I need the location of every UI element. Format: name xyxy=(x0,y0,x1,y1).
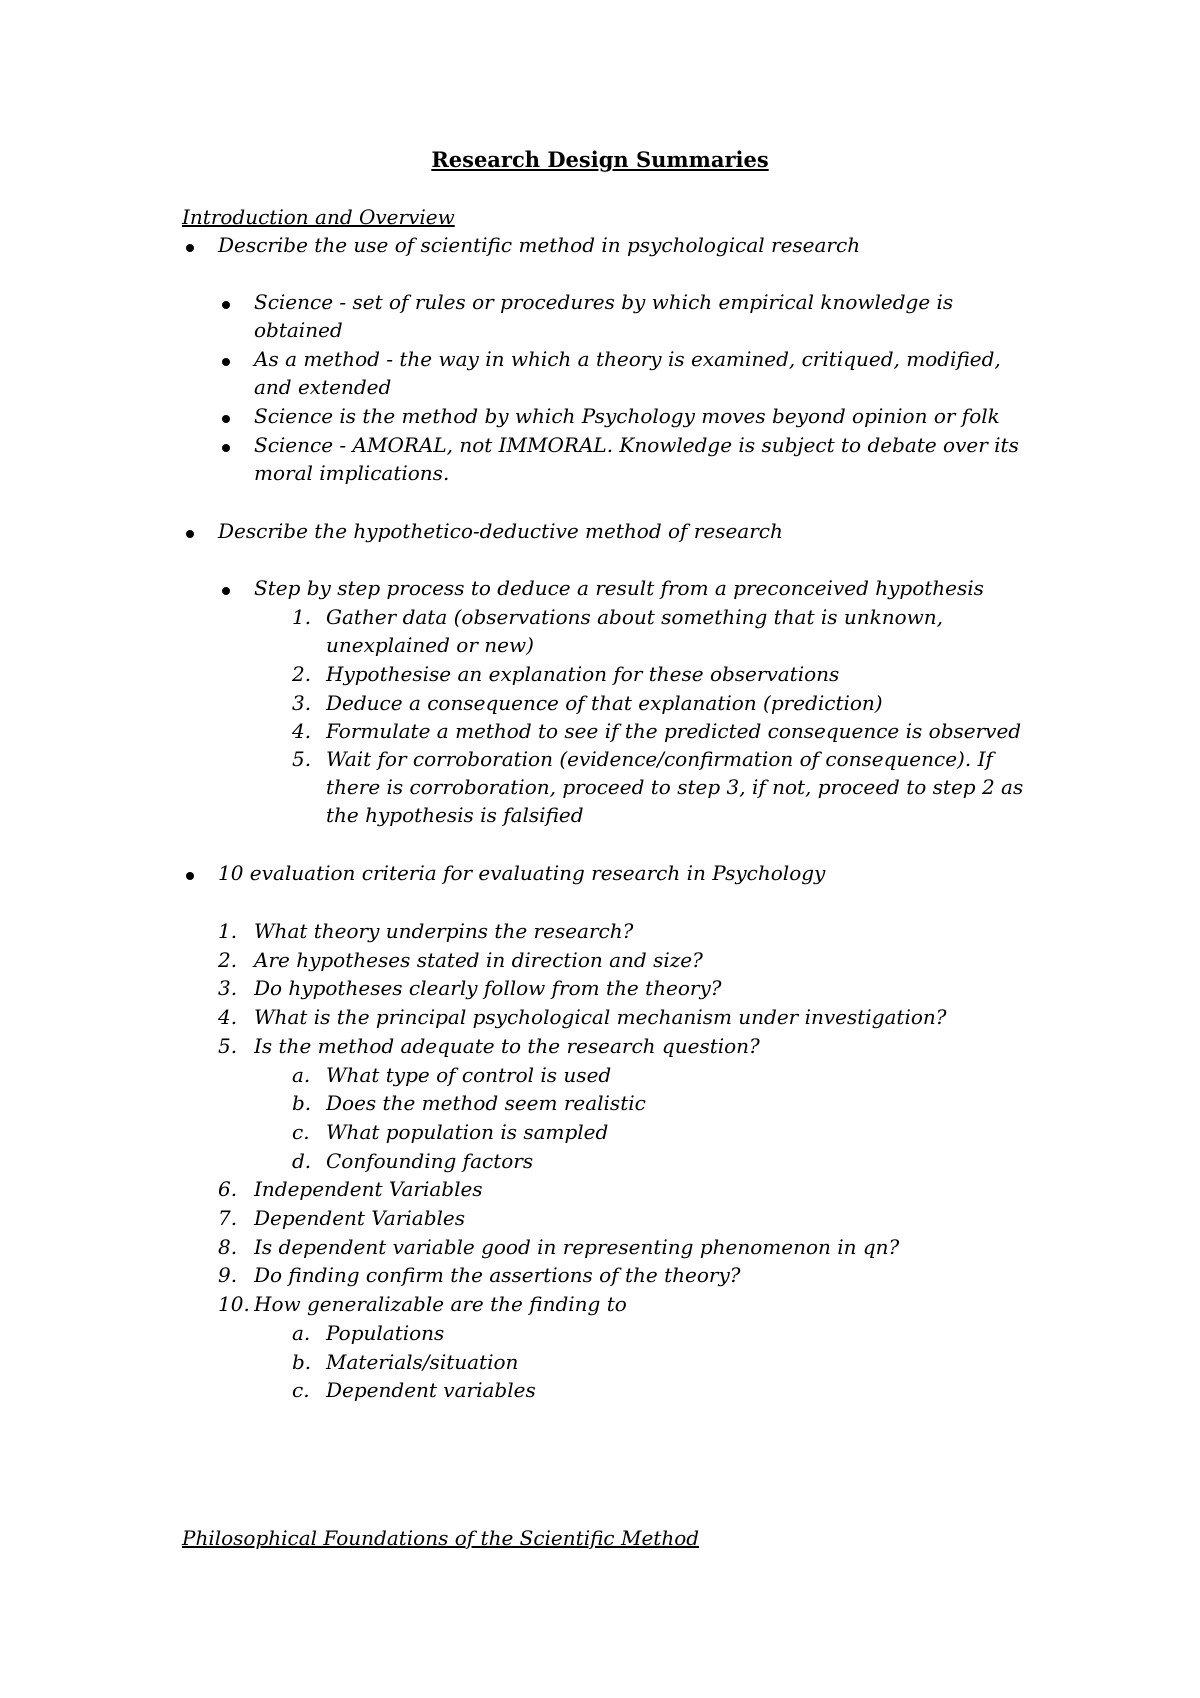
criteria-number: a. xyxy=(292,1321,311,1345)
criteria-number: 2. xyxy=(218,948,238,972)
bullet-icon xyxy=(222,415,230,423)
step-line: unexplained or new) xyxy=(326,633,534,657)
bullet-icon xyxy=(186,872,194,880)
sub-bullet-line: Step by step process to deduce a result from a preconceived hypothesis xyxy=(254,576,984,600)
criteria-item: Is dependent variable good in representing phenomenon in qn? xyxy=(254,1235,900,1259)
criteria-number: 1. xyxy=(218,919,238,943)
criteria-subitem: Materials/situation xyxy=(326,1350,519,1374)
criteria-item: Are hypotheses stated in direction and size? xyxy=(254,948,703,972)
criteria-number: b. xyxy=(292,1091,312,1115)
sub-bullet-line: Science - set of rules or procedures by which empirical knowledge is xyxy=(254,290,954,314)
criteria-number: b. xyxy=(292,1350,312,1374)
criteria-item: Do hypotheses clearly follow from the theory? xyxy=(254,976,722,1000)
sub-bullet-line: and extended xyxy=(254,375,392,399)
criteria-number: 9. xyxy=(218,1263,238,1287)
bullet-icon xyxy=(222,587,230,595)
bullet-icon xyxy=(222,358,230,366)
criteria-subitem: What population is sampled xyxy=(326,1120,609,1144)
criteria-item: Is the method adequate to the research question? xyxy=(254,1034,760,1058)
sub-bullet-line: Science is the method by which Psychology moves beyond opinion or folk xyxy=(254,404,1000,428)
criteria-item: Dependent Variables xyxy=(254,1206,466,1230)
step-line: the hypothesis is falsified xyxy=(326,803,584,827)
criteria-number: 3. xyxy=(218,976,238,1000)
criteria-item: Independent Variables xyxy=(254,1177,483,1201)
sub-bullet-line: obtained xyxy=(254,318,343,342)
criteria-item: What is the principal psychological mechanism under investigation? xyxy=(254,1005,947,1029)
criteria-item: Do finding confirm the assertions of the theory? xyxy=(254,1263,741,1287)
criteria-subitem: Does the method seem realistic xyxy=(326,1091,646,1115)
bullet-icon xyxy=(222,444,230,452)
step-number: 4. xyxy=(292,719,312,743)
bullet-scientific-method: Describe the use of scientific method in psychological research xyxy=(218,233,861,257)
sub-bullet-line: Science - AMORAL, not IMMORAL. Knowledge is subject to debate over its xyxy=(254,433,1019,457)
bullet-hypothetico-deductive: Describe the hypothetico-deductive method of research xyxy=(218,519,783,543)
criteria-item: How generalizable are the finding to xyxy=(254,1292,627,1316)
criteria-number: a. xyxy=(292,1063,311,1087)
criteria-number: 10. xyxy=(218,1292,250,1316)
step-line: Wait for corroboration (evidence/confirmation of consequence). If xyxy=(326,747,993,771)
criteria-number: c. xyxy=(292,1378,310,1402)
step-line: Gather data (observations about something that is unknown, xyxy=(326,605,944,629)
document-title: Research Design Summaries xyxy=(431,147,769,172)
criteria-number: 7. xyxy=(218,1206,238,1230)
section-heading-introduction: Introduction and Overview xyxy=(182,205,455,229)
bullet-icon xyxy=(186,530,194,538)
sub-bullet-line: moral implications. xyxy=(254,461,450,485)
criteria-number: 6. xyxy=(218,1177,238,1201)
step-number: 1. xyxy=(292,605,312,629)
step-line: there is corroboration, proceed to step 3, if not, proceed to step 2 as xyxy=(326,775,1024,799)
bullet-evaluation-criteria: 10 evaluation criteria for evaluating research in Psychology xyxy=(218,861,826,885)
step-number: 2. xyxy=(292,662,312,686)
bullet-icon xyxy=(222,301,230,309)
criteria-subitem: Confounding factors xyxy=(326,1149,534,1173)
step-number: 5. xyxy=(292,747,312,771)
criteria-number: 5. xyxy=(218,1034,238,1058)
bullet-icon xyxy=(186,244,194,252)
step-line: Formulate a method to see if the predicted consequence is observed xyxy=(326,719,1022,743)
step-line: Deduce a consequence of that explanation (prediction) xyxy=(326,691,883,715)
step-line: Hypothesise an explanation for these observations xyxy=(326,662,840,686)
criteria-subitem: Populations xyxy=(326,1321,445,1345)
criteria-number: c. xyxy=(292,1120,310,1144)
step-number: 3. xyxy=(292,691,312,715)
section-heading-philosophical-foundations: Philosophical Foundations of the Scientific Method xyxy=(182,1526,700,1550)
criteria-subitem: What type of control is used xyxy=(326,1063,612,1087)
criteria-subitem: Dependent variables xyxy=(326,1378,536,1402)
sub-bullet-line: As a method - the way in which a theory is examined, critiqued, modified, xyxy=(254,347,1001,371)
criteria-number: 4. xyxy=(218,1005,238,1029)
criteria-number: d. xyxy=(292,1149,312,1173)
criteria-number: 8. xyxy=(218,1235,238,1259)
criteria-item: What theory underpins the research? xyxy=(254,919,634,943)
